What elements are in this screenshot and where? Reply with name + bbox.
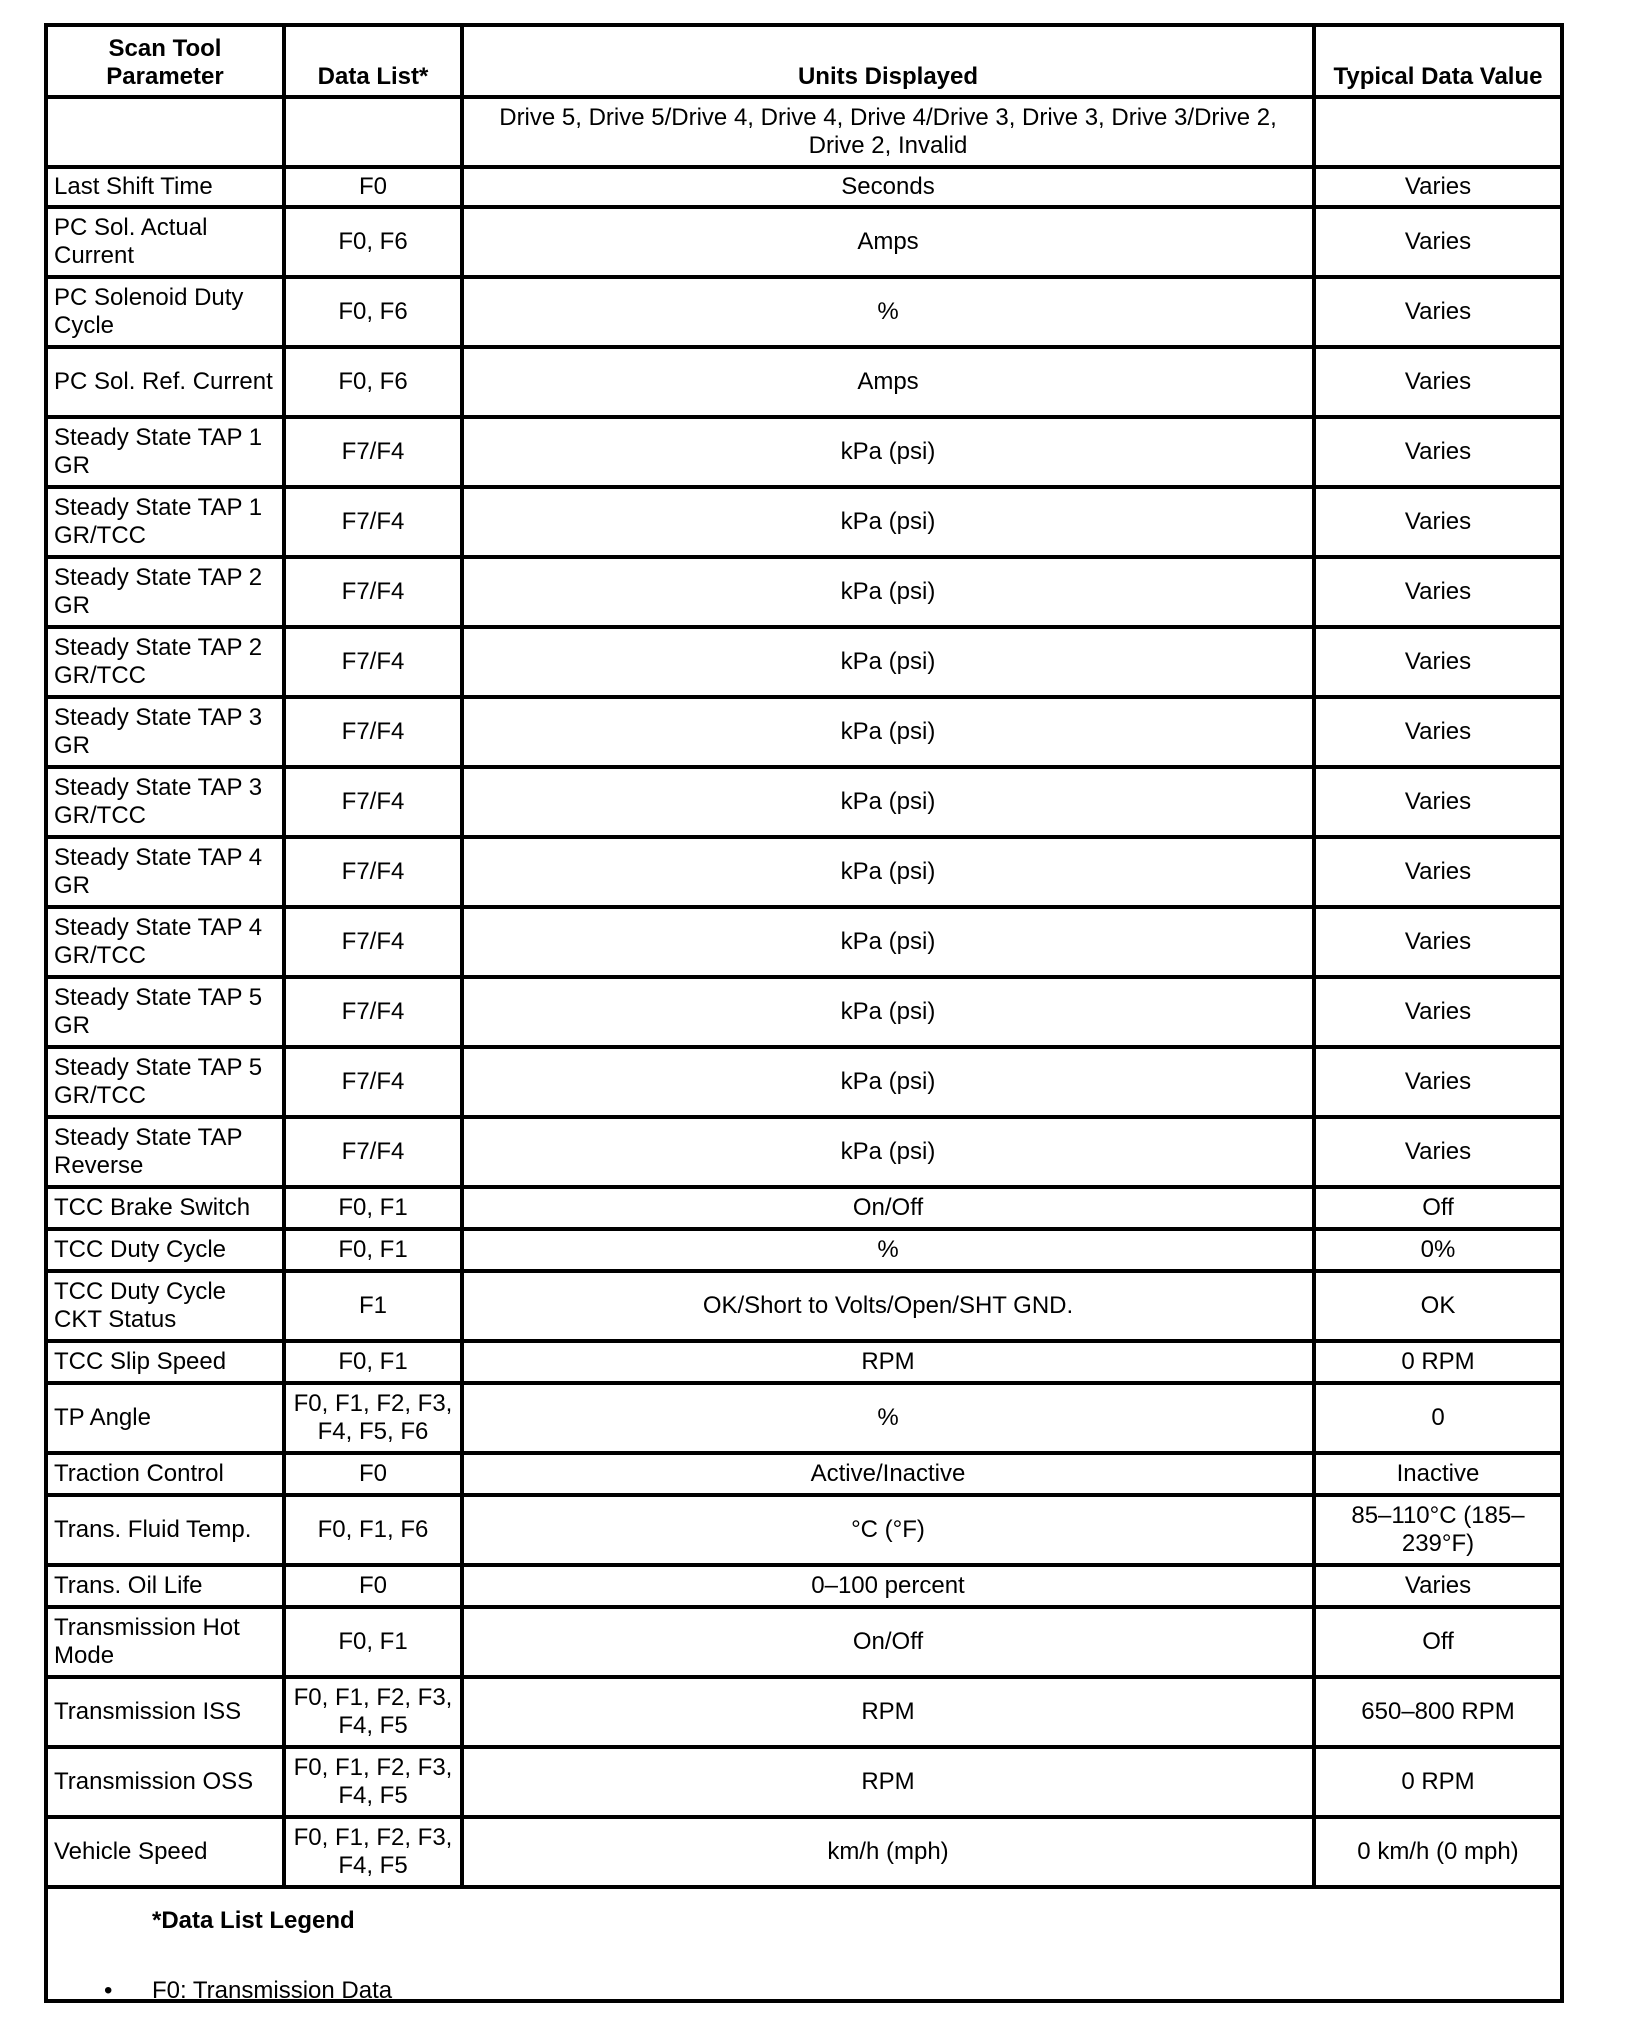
cell-parameter: Steady State TAP 1 GR/TCC	[46, 487, 284, 557]
cell-data-list: F0	[284, 1453, 462, 1495]
cell-units: Amps	[462, 347, 1314, 417]
cell-data-list: F1	[284, 1271, 462, 1341]
scan-tool-data-table	[44, 23, 1564, 2003]
cell-units: kPa (psi)	[462, 1047, 1314, 1117]
cell-typical-value: Off	[1314, 1607, 1562, 1677]
cell-parameter: TCC Brake Switch	[46, 1187, 284, 1229]
header-data-list: Data List*	[284, 25, 462, 97]
table-row	[46, 557, 1562, 627]
cell-data-list: F7/F4	[284, 1117, 462, 1187]
cell-parameter: TCC Duty Cycle CKT Status	[46, 1271, 284, 1341]
cell-parameter: Steady State TAP 2 GR	[46, 557, 284, 627]
table-row	[46, 207, 1562, 277]
cell-data-list: F7/F4	[284, 837, 462, 907]
cell-typical-value: Varies	[1314, 1117, 1562, 1187]
cell-typical-value: 0 RPM	[1314, 1747, 1562, 1817]
table-row	[46, 627, 1562, 697]
cell-typical-value: Varies	[1314, 977, 1562, 1047]
cell-parameter: TP Angle	[46, 1383, 284, 1453]
table-row	[46, 1187, 1562, 1229]
cell-units: kPa (psi)	[462, 557, 1314, 627]
cell-parameter: Transmission OSS	[46, 1747, 284, 1817]
cell-data-list: F0	[284, 167, 462, 207]
cell-units: %	[462, 1229, 1314, 1271]
cell-data-list: F7/F4	[284, 557, 462, 627]
cell-parameter: Trans. Oil Life	[46, 1565, 284, 1607]
cell-units: kPa (psi)	[462, 767, 1314, 837]
cell-typical-value: Varies	[1314, 167, 1562, 207]
cell-data-list: F7/F4	[284, 1047, 462, 1117]
cell-typical-value: Varies	[1314, 697, 1562, 767]
table-row	[46, 1677, 1562, 1747]
table-row	[46, 1229, 1562, 1271]
cell-units: kPa (psi)	[462, 907, 1314, 977]
cell-parameter: Steady State TAP Reverse	[46, 1117, 284, 1187]
cell-parameter: Steady State TAP 3 GR/TCC	[46, 767, 284, 837]
cell-parameter: Steady State TAP 3 GR	[46, 697, 284, 767]
table-row	[46, 1341, 1562, 1383]
cell-typical-value: 0 km/h (0 mph)	[1314, 1817, 1562, 1887]
cell-units: RPM	[462, 1747, 1314, 1817]
table-row	[46, 977, 1562, 1047]
cell-typical-value: 85–110°C (185–239°F)	[1314, 1495, 1562, 1565]
table-row	[46, 837, 1562, 907]
cell-data-list: F0, F1, F2, F3, F4, F5, F6	[284, 1383, 462, 1453]
table-row	[46, 1047, 1562, 1117]
cell-typical-value: Varies	[1314, 767, 1562, 837]
cell-parameter: Steady State TAP 2 GR/TCC	[46, 627, 284, 697]
cell-units: RPM	[462, 1677, 1314, 1747]
legend-title: *Data List Legend	[152, 1907, 355, 1934]
cell-typical-value: Varies	[1314, 277, 1562, 347]
cell-typical-value: 650–800 RPM	[1314, 1677, 1562, 1747]
cell-parameter: Steady State TAP 4 GR/TCC	[46, 907, 284, 977]
table-row	[46, 417, 1562, 487]
table-row	[46, 1817, 1562, 1887]
cell-parameter	[46, 97, 284, 167]
table-row	[46, 1117, 1562, 1187]
table-row	[46, 767, 1562, 837]
cell-typical-value: Varies	[1314, 207, 1562, 277]
cell-typical-value	[1314, 97, 1562, 167]
cell-typical-value: 0 RPM	[1314, 1341, 1562, 1383]
cell-data-list: F0, F1	[284, 1187, 462, 1229]
cell-units: kPa (psi)	[462, 977, 1314, 1047]
table-row	[46, 97, 1562, 167]
cell-data-list: F0, F1, F2, F3, F4, F5	[284, 1677, 462, 1747]
table-row	[46, 1271, 1562, 1341]
cell-typical-value: Varies	[1314, 1047, 1562, 1117]
cell-data-list: F0, F1, F6	[284, 1495, 462, 1565]
cell-data-list: F0, F6	[284, 207, 462, 277]
table-row	[46, 1383, 1562, 1453]
cell-data-list: F7/F4	[284, 697, 462, 767]
cell-data-list: F0, F6	[284, 347, 462, 417]
legend-row	[46, 1887, 1562, 2001]
cell-units: Drive 5, Drive 5/Drive 4, Drive 4, Drive 4/Drive 3, Drive 3, Drive 3/Drive 2, Drive 2, Invalid	[462, 97, 1314, 167]
cell-data-list: F0, F1, F2, F3, F4, F5	[284, 1747, 462, 1817]
cell-typical-value: Varies	[1314, 417, 1562, 487]
legend-cell	[46, 1887, 1562, 2001]
cell-data-list: F0, F1	[284, 1607, 462, 1677]
cell-units: kPa (psi)	[462, 837, 1314, 907]
cell-units: °C (°F)	[462, 1495, 1314, 1565]
cell-units: %	[462, 1383, 1314, 1453]
cell-typical-value: Varies	[1314, 557, 1562, 627]
cell-parameter: Transmission Hot Mode	[46, 1607, 284, 1677]
cell-typical-value: Off	[1314, 1187, 1562, 1229]
cell-parameter: Steady State TAP 4 GR	[46, 837, 284, 907]
cell-units: Active/Inactive	[462, 1453, 1314, 1495]
header-parameter: Scan Tool Parameter	[46, 25, 284, 97]
legend-item: F0: Transmission Data	[152, 1977, 393, 2001]
cell-parameter: Traction Control	[46, 1453, 284, 1495]
cell-data-list: F0	[284, 1565, 462, 1607]
cell-data-list: F0, F6	[284, 277, 462, 347]
cell-typical-value: Inactive	[1314, 1453, 1562, 1495]
cell-parameter: TCC Slip Speed	[46, 1341, 284, 1383]
table-row	[46, 277, 1562, 347]
table-row	[46, 1607, 1562, 1677]
table-row	[46, 347, 1562, 417]
cell-parameter: Trans. Fluid Temp.	[46, 1495, 284, 1565]
cell-typical-value: Varies	[1314, 907, 1562, 977]
cell-data-list: F7/F4	[284, 487, 462, 557]
cell-units: Amps	[462, 207, 1314, 277]
cell-parameter: Steady State TAP 5 GR/TCC	[46, 1047, 284, 1117]
cell-units: kPa (psi)	[462, 417, 1314, 487]
table-row	[46, 1495, 1562, 1565]
cell-data-list	[284, 97, 462, 167]
cell-data-list: F7/F4	[284, 907, 462, 977]
table-row	[46, 1453, 1562, 1495]
cell-units: RPM	[462, 1341, 1314, 1383]
cell-parameter: PC Solenoid Duty Cycle	[46, 277, 284, 347]
cell-units: Seconds	[462, 167, 1314, 207]
cell-typical-value: 0%	[1314, 1229, 1562, 1271]
cell-typical-value: OK	[1314, 1271, 1562, 1341]
cell-units: kPa (psi)	[462, 1117, 1314, 1187]
header-units: Units Displayed	[462, 25, 1314, 97]
cell-data-list: F0, F1, F2, F3, F4, F5	[284, 1817, 462, 1887]
header-typical-value: Typical Data Value	[1314, 25, 1562, 97]
cell-units: OK/Short to Volts/Open/SHT GND.	[462, 1271, 1314, 1341]
table-row	[46, 1747, 1562, 1817]
cell-units: On/Off	[462, 1607, 1314, 1677]
cell-typical-value: Varies	[1314, 1565, 1562, 1607]
cell-parameter: Steady State TAP 1 GR	[46, 417, 284, 487]
cell-units: 0–100 percent	[462, 1565, 1314, 1607]
cell-units: On/Off	[462, 1187, 1314, 1229]
cell-parameter: Last Shift Time	[46, 167, 284, 207]
cell-units: km/h (mph)	[462, 1817, 1314, 1887]
cell-data-list: F0, F1	[284, 1229, 462, 1271]
table-row	[46, 487, 1562, 557]
cell-typical-value: 0	[1314, 1383, 1562, 1453]
table-row	[46, 1565, 1562, 1607]
legend-bullet: •	[104, 1977, 113, 2001]
table-row	[46, 697, 1562, 767]
cell-units: %	[462, 277, 1314, 347]
cell-parameter: TCC Duty Cycle	[46, 1229, 284, 1271]
table-header-row	[46, 25, 1562, 97]
cell-parameter: PC Sol. Ref. Current	[46, 347, 284, 417]
cell-units: kPa (psi)	[462, 697, 1314, 767]
table-row	[46, 907, 1562, 977]
cell-data-list: F0, F1	[284, 1341, 462, 1383]
cell-units: kPa (psi)	[462, 627, 1314, 697]
cell-data-list: F7/F4	[284, 767, 462, 837]
cell-parameter: PC Sol. Actual Current	[46, 207, 284, 277]
cell-parameter: Vehicle Speed	[46, 1817, 284, 1887]
cell-typical-value: Varies	[1314, 347, 1562, 417]
table-row	[46, 167, 1562, 207]
cell-parameter: Steady State TAP 5 GR	[46, 977, 284, 1047]
cell-data-list: F7/F4	[284, 977, 462, 1047]
cell-units: kPa (psi)	[462, 487, 1314, 557]
cell-typical-value: Varies	[1314, 837, 1562, 907]
cell-data-list: F7/F4	[284, 417, 462, 487]
cell-parameter: Transmission ISS	[46, 1677, 284, 1747]
cell-typical-value: Varies	[1314, 487, 1562, 557]
cell-data-list: F7/F4	[284, 627, 462, 697]
cell-typical-value: Varies	[1314, 627, 1562, 697]
